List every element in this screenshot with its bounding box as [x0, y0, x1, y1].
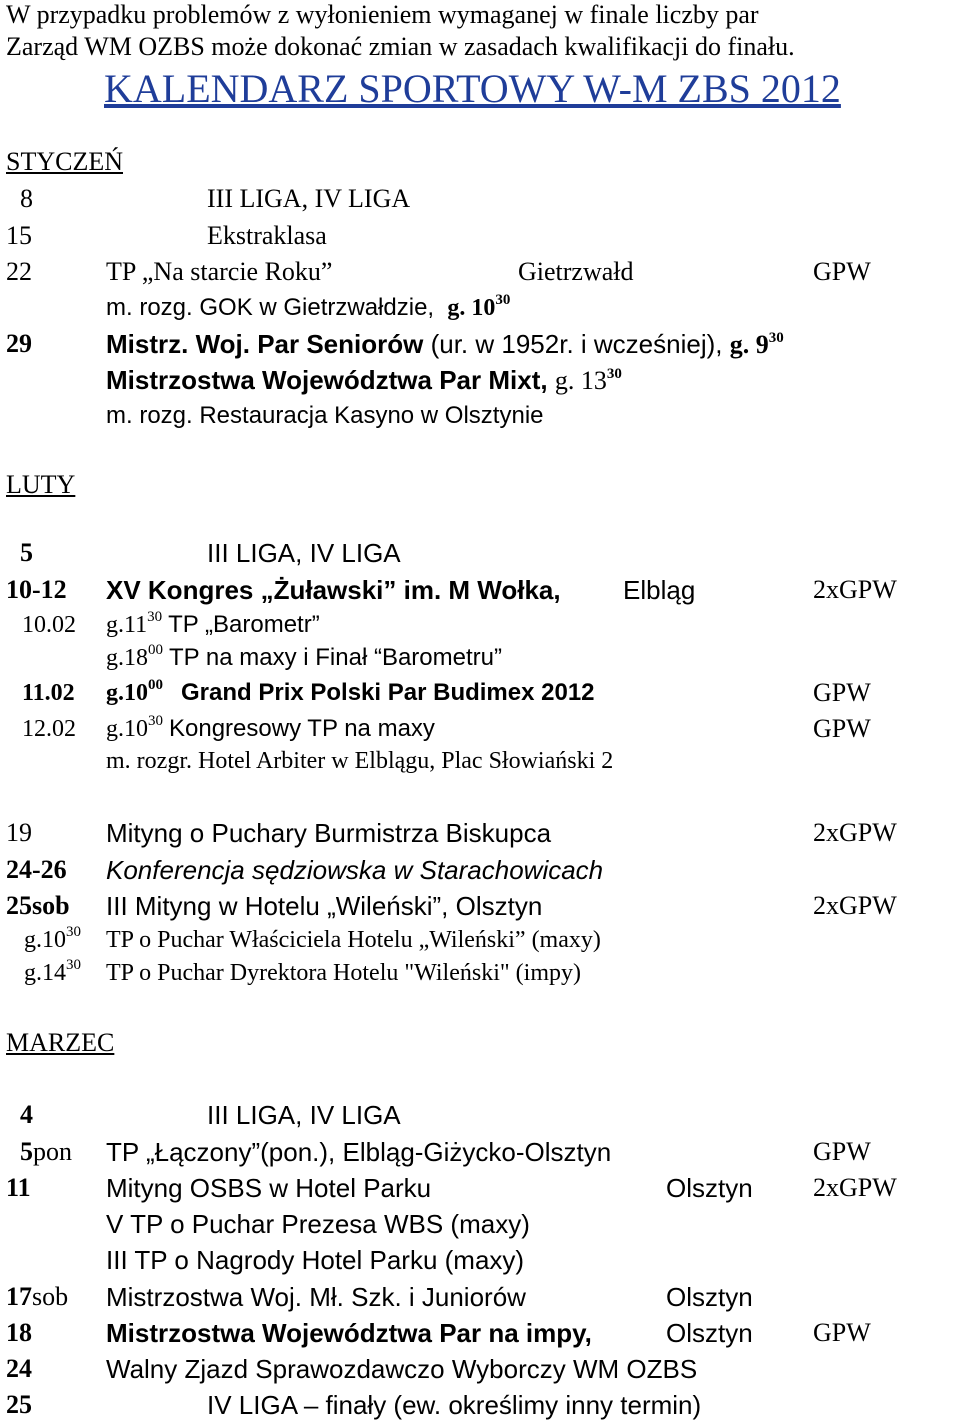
time-label: [555, 366, 622, 395]
luty-day: 5: [20, 538, 33, 567]
time-hour: g.10: [106, 716, 148, 742]
time-minutes: 30: [147, 609, 163, 625]
luty-event: Kongresowy TP na maxy: [169, 715, 435, 742]
marzec-event: TP „Łączony”(pon.), Elbląg-Giżycko-Olsztyn: [106, 1137, 612, 1167]
marzec-place: Olsztyn: [666, 1282, 753, 1312]
styczen-event: Ekstraklasa: [207, 221, 327, 250]
styczen-day: 8: [20, 184, 33, 213]
marzec-event: Mistrzostwa Woj. Mł. Szk. i Juniorów: [106, 1282, 526, 1312]
styczen-day: 29: [6, 329, 32, 358]
styczen-event-row: [106, 329, 784, 364]
luty-session: [106, 643, 502, 676]
marzec-day: [20, 1137, 72, 1167]
time-hour: g.11: [106, 612, 148, 638]
marzec-event: V TP o Puchar Prezesa WBS (maxy): [106, 1209, 530, 1239]
time-hour: g.18: [106, 645, 148, 671]
intro-line-1: W przypadku problemów z wyłonieniem wymaganej w finale liczby par: [6, 0, 759, 29]
luty-event: TP na maxy i Finał “Barometru”: [169, 644, 502, 671]
styczen-day: 22: [6, 257, 32, 286]
luty-date: 12.02: [22, 716, 76, 742]
luty-date: 11.02: [22, 680, 75, 706]
luty-session: [106, 678, 595, 711]
time-minutes: 00: [148, 677, 163, 693]
luty-event: XV Kongres „Żuławski” im. M Wołka,: [106, 575, 561, 605]
gpw-badge: 2xGPW: [813, 818, 897, 847]
styczen-event: TP „Na starcie Roku”: [106, 257, 333, 286]
marzec-day: 11: [6, 1173, 31, 1202]
time-minutes: 30: [66, 924, 81, 940]
month-marzec: MARZEC: [6, 1028, 115, 1057]
marzec-event: Mistrzostwa Województwa Par na impy,: [106, 1318, 592, 1348]
venue-text: m. rozg. GOK w Gietrzwałdzie,: [106, 294, 435, 321]
styczen-note: (ur. w 1952r. i wcześniej),: [430, 329, 723, 359]
luty-event: TP o Puchar Dyrektora Hotelu "Wileński" (impy): [106, 960, 581, 986]
time-minutes: 30: [768, 330, 784, 346]
time-hour: g. 13: [554, 366, 607, 395]
gpw-badge: 2xGPW: [813, 575, 897, 604]
time-minutes: 30: [148, 713, 163, 729]
marzec-day: 25: [6, 1390, 32, 1419]
month-luty: LUTY: [6, 470, 76, 499]
time-minutes: 00: [148, 642, 163, 658]
marzec-event: III LIGA, IV LIGA: [207, 1100, 401, 1130]
time-minutes: 30: [495, 292, 511, 308]
luty-day: 24-26: [6, 855, 67, 884]
page-title: KALENDARZ SPORTOWY W-M ZBS 2012: [104, 66, 841, 111]
gpw-badge: GPW: [813, 1137, 871, 1166]
gpw-badge: GPW: [813, 257, 871, 286]
gpw-badge: GPW: [813, 678, 871, 707]
marzec-place: Olsztyn: [666, 1173, 753, 1203]
styczen-day: 15: [6, 221, 32, 250]
gpw-badge: 2xGPW: [813, 891, 897, 920]
time-hour: g. 9: [729, 330, 769, 359]
marzec-place: Olsztyn: [666, 1318, 753, 1348]
luty-date: 10.02: [22, 612, 76, 638]
styczen-venue: [106, 293, 510, 326]
styczen-event: Mistrz. Woj. Par Seniorów: [106, 329, 424, 359]
luty-event: TP o Puchar Właściciela Hotelu „Wileński” (maxy): [106, 927, 601, 953]
styczen-event: III LIGA, IV LIGA: [207, 184, 411, 213]
time-hour: g.10: [106, 680, 148, 706]
time-minutes: 30: [606, 366, 622, 382]
luty-event: III Mityng w Hotelu „Wileński”, Olsztyn: [106, 891, 543, 921]
luty-event: Grand Prix Polski Par Budimex 2012: [181, 679, 595, 706]
time-label: [730, 330, 784, 359]
styczen-place: Gietrzwałd: [518, 257, 634, 286]
luty-day: 10-12: [6, 575, 67, 604]
luty-session: [106, 714, 435, 747]
time-hour: g. 10: [447, 295, 496, 321]
marzec-day: 18: [6, 1318, 32, 1347]
luty-session: [24, 925, 81, 958]
time-hour: g.14: [24, 960, 66, 986]
day-suffix: sob: [32, 1282, 69, 1311]
luty-day: 25sob: [6, 891, 70, 920]
day-number: 5: [20, 1137, 33, 1166]
luty-session: [24, 958, 81, 991]
luty-event: Konferencja sędziowska w Starachowicach: [106, 855, 604, 885]
luty-event: TP „Barometr”: [168, 611, 320, 638]
styczen-event-row: [106, 365, 622, 400]
marzec-event: Walny Zjazd Sprawozdawczo Wyborczy WM OZBS: [106, 1354, 698, 1384]
luty-venue: m. rozgr. Hotel Arbiter w Elblągu, Plac Słowiański 2: [106, 748, 614, 774]
intro-line-2: Zarząd WM OZBS może dokonać zmian w zasadach kwalifikacji do finału.: [6, 32, 795, 61]
luty-session: [106, 610, 320, 643]
luty-day: 19: [6, 818, 32, 847]
marzec-event: Mityng OSBS w Hotel Parku: [106, 1173, 432, 1203]
gpw-badge: GPW: [813, 1318, 871, 1347]
luty-event: III LIGA, IV LIGA: [207, 538, 401, 568]
time-hour: g.10: [24, 927, 66, 953]
marzec-day: [6, 1282, 68, 1312]
time-label: [447, 292, 511, 321]
styczen-event: Mistrzostwa Województwa Par Mixt,: [106, 365, 548, 395]
marzec-day: 4: [20, 1100, 33, 1129]
day-suffix: pon: [33, 1137, 72, 1166]
styczen-venue: m. rozg. Restauracja Kasyno w Olsztynie: [106, 402, 544, 429]
luty-event: Mityng o Puchary Burmistrza Biskupca: [106, 818, 552, 848]
marzec-day: 24: [6, 1354, 32, 1383]
marzec-event: IV LIGA – finały (ew. określimy inny termin): [207, 1390, 702, 1420]
gpw-badge: 2xGPW: [813, 1173, 897, 1202]
luty-place: Elbląg: [623, 575, 696, 605]
day-number: 17: [6, 1282, 32, 1311]
time-minutes: 30: [66, 957, 81, 973]
gpw-badge: GPW: [813, 714, 871, 743]
month-styczen: STYCZEŃ: [6, 147, 123, 176]
marzec-event: III TP o Nagrody Hotel Parku (maxy): [106, 1245, 525, 1275]
